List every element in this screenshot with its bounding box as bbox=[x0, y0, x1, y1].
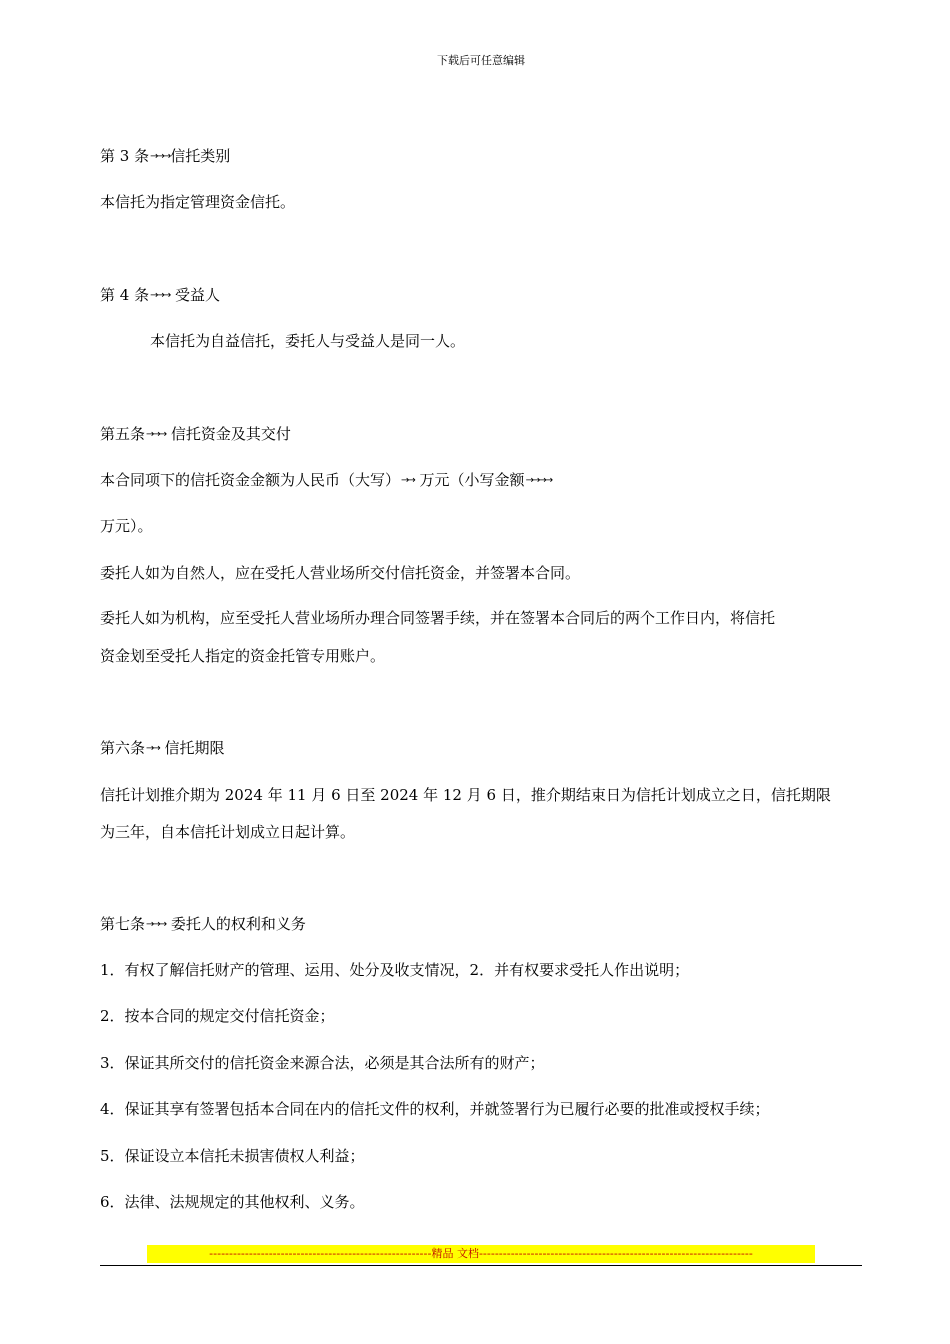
article-5-line-4: 委托人如为机构，应至受托人营业场所办理合同签署手续，并在签署本合同后的两个工作日内，将信托 bbox=[100, 609, 776, 627]
article-5-line-5: 资金划至受托人指定的资金托管专用账户。 bbox=[100, 647, 386, 665]
article-7-item-5: 5．保证设立本信托未损害债权人利益； bbox=[100, 1147, 365, 1165]
article-5-line-1: 本合同项下的信托资金金额为人民币（大写）→→ 万元（小写金额→→→→ bbox=[100, 471, 552, 489]
page-header: 下载后可任意编辑 bbox=[437, 54, 525, 67]
arrow-icon: →→ bbox=[401, 475, 414, 486]
article-4-body: 本信托为自益信托，委托人与受益人是同一人。 bbox=[150, 332, 466, 350]
article-5-line-2: 万元）。 bbox=[100, 517, 153, 535]
article-6-line-2: 为三年，自本信托计划成立日起计算。 bbox=[100, 823, 356, 841]
article-7-heading: 第七条→→→ 委托人的权利和义务 bbox=[100, 915, 306, 933]
footer-divider bbox=[100, 1265, 862, 1266]
article-4-heading: 第 4 条→→→ 受益人 bbox=[100, 286, 221, 304]
article-6-line-1: 信托计划推介期为 2024 年 11 月 6 日至 2024 年 12 月 6 日，推介期结束日为信托计划成立之日，信托期限 bbox=[100, 786, 831, 804]
article-3-body: 本信托为指定管理资金信托。 bbox=[100, 193, 296, 211]
article-5-heading: 第五条→→→ 信托资金及其交付 bbox=[100, 425, 291, 443]
arrow-icon: →→→→ bbox=[525, 475, 552, 486]
article-5-line-3: 委托人如为自然人，应在受托人营业场所交付信托资金，并签署本合同。 bbox=[100, 564, 581, 582]
arrow-icon: →→→ bbox=[146, 429, 166, 440]
article-6-heading: 第六条→→ 信托期限 bbox=[100, 739, 225, 757]
article-7-item-2: 2．按本合同的规定交付信托资金； bbox=[100, 1007, 335, 1025]
article-7-item-6: 6．法律、法规规定的其他权利、义务。 bbox=[100, 1193, 365, 1211]
article-3-heading: 第 3 条→→→信托类别 bbox=[100, 147, 231, 165]
arrow-icon: →→→ bbox=[150, 151, 170, 162]
article-7-item-3: 3．保证其所交付的信托资金来源合法，必须是其合法所有的财产； bbox=[100, 1054, 545, 1072]
arrow-icon: →→→ bbox=[150, 290, 170, 301]
article-7-item-1: 1．有权了解信托财产的管理、运用、处分及收支情况，2．并有权要求受托人作出说明； bbox=[100, 961, 690, 979]
footer-banner: --------------------------------------------------------精品 文档--------------------------------------------------------------------- bbox=[147, 1245, 815, 1263]
arrow-icon: →→→ bbox=[146, 919, 166, 930]
arrow-icon: →→ bbox=[146, 743, 159, 754]
article-7-item-4: 4．保证其享有签署包括本合同在内的信托文件的权利，并就签署行为已履行必要的批准或授权手续； bbox=[100, 1100, 770, 1118]
